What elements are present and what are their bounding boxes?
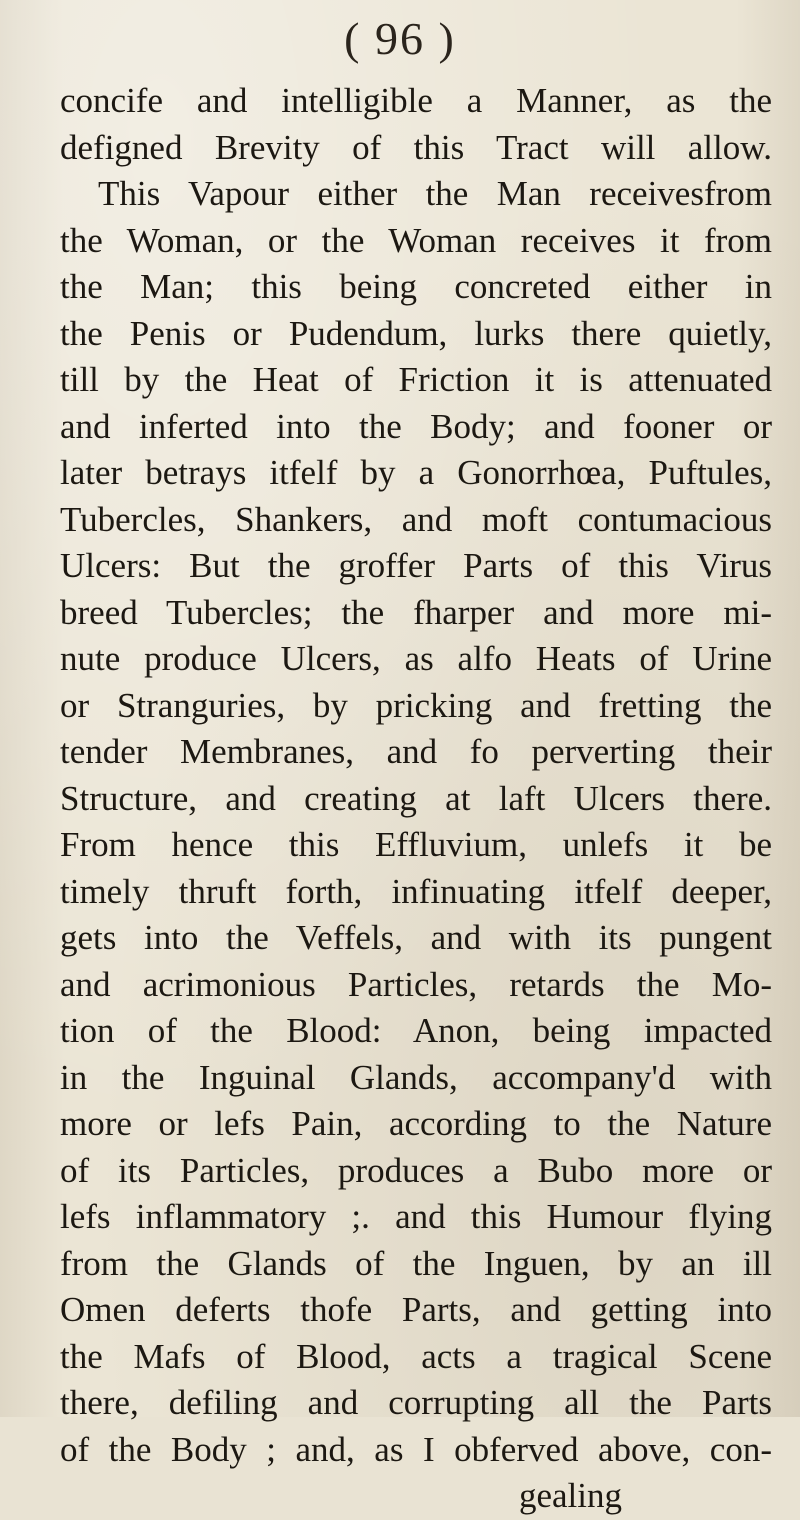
- text-line: From hence this Effluvium, unlefs it be: [60, 825, 772, 864]
- page-number: ( 96 ): [344, 13, 456, 64]
- text-line: and inferted into the Body; and fooner or: [60, 406, 772, 446]
- text-line: Ulcers: But the groffer Parts of this Virus: [60, 546, 772, 585]
- text-line: the Penis or Pudendum, lurks there quietly,: [60, 313, 772, 353]
- text-line: Tubercles, Shankers, and moft contumacious: [60, 499, 772, 539]
- text-line: Omen deferts thofe Parts, and getting into: [60, 1290, 772, 1329]
- text-line: there, defiling and corrupting all the Parts: [60, 1383, 772, 1422]
- text-line: tender Membranes, and fo perverting their: [60, 732, 772, 771]
- text-line: the Man; this being concreted either in: [60, 267, 772, 306]
- text-line: or Stranguries, by pricking and fretting the: [60, 685, 772, 725]
- text-line: Structure, and creating at laft Ulcers there.: [60, 778, 772, 818]
- text-line: tion of the Blood: Anon, being impacted: [60, 1011, 772, 1050]
- text-line: lefs inflammatory ;. and this Humour flying: [60, 1197, 772, 1236]
- text-line: from the Glands of the Inguen, by an ill: [60, 1243, 772, 1283]
- text-line: more or lefs Pain, according to the Nature: [60, 1104, 772, 1143]
- text-line: of the Body ; and, as I obferved above, con-: [60, 1429, 772, 1469]
- text-line: the Mafs of Blood, acts a tragical Scene: [60, 1336, 772, 1376]
- text-line: of its Particles, produces a Bubo more or: [60, 1150, 772, 1190]
- text-line: timely thruft forth, infinuating itfelf deeper,: [60, 871, 772, 911]
- text-line: defigned Brevity of this Tract will allow.: [60, 127, 772, 167]
- text-line: and acrimonious Particles, retards the Mo-: [60, 964, 772, 1004]
- body-text: [60, 78, 772, 1520]
- text-line: the Woman, or the Woman receives it from: [60, 220, 772, 260]
- text-line: till by the Heat of Friction it is attenuated: [60, 360, 772, 399]
- catchword: gealing: [518, 1476, 622, 1515]
- text-line: breed Tubercles; the fharper and more mi-: [60, 592, 772, 632]
- text-line: later betrays itfelf by a Gonorrhœa, Puftules,: [60, 453, 772, 492]
- text-line: This Vapour either the Man receivesfrom: [98, 174, 772, 213]
- text-line: concife and intelligible a Manner, as the: [60, 81, 772, 120]
- text-line: nute produce Ulcers, as alfo Heats of Urine: [60, 639, 772, 678]
- text-line: gets into the Veffels, and with its pungent: [60, 918, 772, 957]
- text-line: in the Inguinal Glands, accompany'd with: [60, 1057, 772, 1097]
